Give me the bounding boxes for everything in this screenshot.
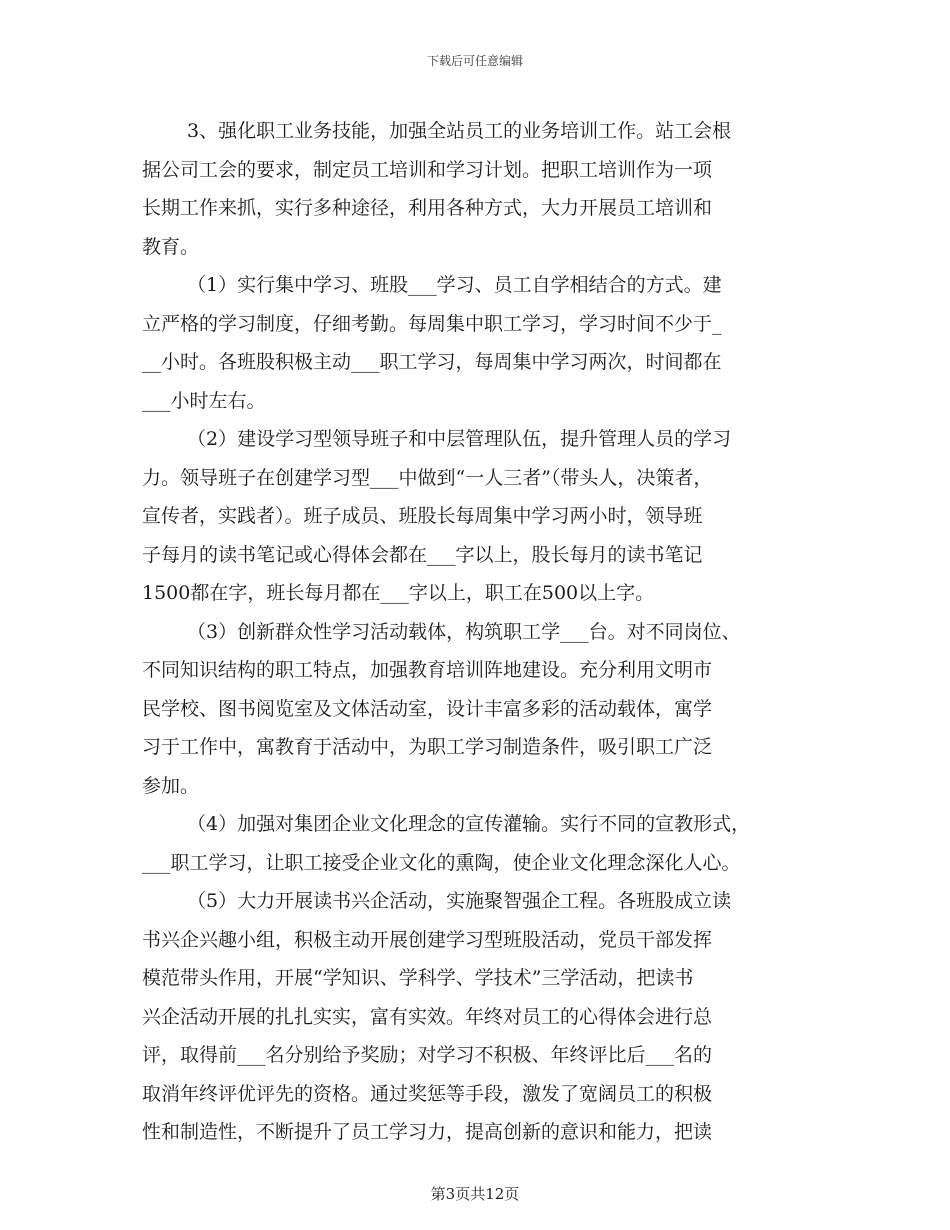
paragraph-line: __小时。各班股积极主动___职工学习，每周集中学习两次，时间都在 [142, 351, 722, 373]
paragraph-line: 习于工作中，寓教育于活动中，为职工学习制造条件，吸引职工广泛 [142, 736, 713, 758]
paragraph-line: ___小时左右。 [142, 389, 266, 412]
paragraph-line: 书兴企兴趣小组，积极主动开展创建学习型班股活动，党员干部发挥 [142, 928, 713, 951]
paragraph-line: 模范带头作用，开展“学知识、学科学、学技术”三学活动，把读书 [142, 967, 694, 989]
paragraph-line: 3、强化职工业务技能，加强全站员工的业务培训工作。站工会根 [187, 120, 732, 142]
paragraph-line: 据公司工会的要求，制定员工培训和学习计划。把职工培训作为一项 [142, 158, 713, 181]
paragraph-line: 兴企活动开展的扎扎实实，富有实效。年终对员工的心得体会进行总 [142, 1005, 713, 1028]
paragraph-line: 评，取得前___名分别给予奖励；对学习不积极、年终评比后___名的 [142, 1044, 713, 1066]
paragraph-line: 立严格的学习制度，仔细考勤。每周集中职工学习，学习时间不少于_ [142, 312, 722, 335]
paragraph-line: 民学校、图书阅览室及文体活动室，设计丰富多彩的活动载体，寓学 [142, 697, 713, 720]
page-footer: 第3页共12页 [430, 1185, 520, 1203]
paragraph-line: 子每月的读书笔记或心得体会都在___字以上，股长每月的读书笔记 [142, 543, 703, 566]
paragraph-line: ___职工学习，让职工接受企业文化的熏陶，使企业文化理念深化人心。 [142, 851, 741, 874]
paragraph-line: 取消年终评优评先的资格。通过奖惩等手段，激发了宽阔员工的积极 [142, 1082, 713, 1105]
document-body [142, 112, 812, 1152]
paragraph-line: 教育。 [142, 235, 200, 258]
paragraph-line: （2）建设学习型领导班子和中层管理队伍，提升管理人员的学习 [187, 428, 732, 450]
paragraph-line: （4）加强对集团企业文化理念的宣传灌输。实行不同的宣教形式， [187, 813, 751, 835]
paragraph-line: （3）创新群众性学习活动载体，构筑职工学___台。对不同岗位、 [187, 620, 741, 643]
paragraph-line: 不同知识结构的职工特点，加强教育培训阵地建设。充分利用文明市 [142, 659, 713, 681]
paragraph-line: 宣传者，实践者）。班子成员、班股长每周集中学习两小时，领导班 [142, 505, 703, 527]
page-header: 下载后可任意编辑 [426, 54, 523, 68]
paragraph-line: （1）实行集中学习、班股___学习、员工自学相结合的方式。建 [187, 274, 722, 296]
paragraph-line: （5）大力开展读书兴企活动，实施聚智强企工程。各班股成立读 [187, 890, 732, 912]
paragraph-line: 性和制造性，不断提升了员工学习力，提高创新的意识和能力，把读 [142, 1121, 713, 1143]
paragraph-line: 参加。 [142, 774, 200, 797]
paragraph-line: 力。领导班子在创建学习型___中做到“一人三者”（带头人，决策者， [142, 466, 713, 489]
paragraph-line: 1500都在字，班长每月都在___字以上，职工在500以上字。 [142, 582, 655, 604]
paragraph-line: 长期工作来抓，实行多种途径，利用各种方式，大力开展员工培训和 [142, 197, 713, 219]
